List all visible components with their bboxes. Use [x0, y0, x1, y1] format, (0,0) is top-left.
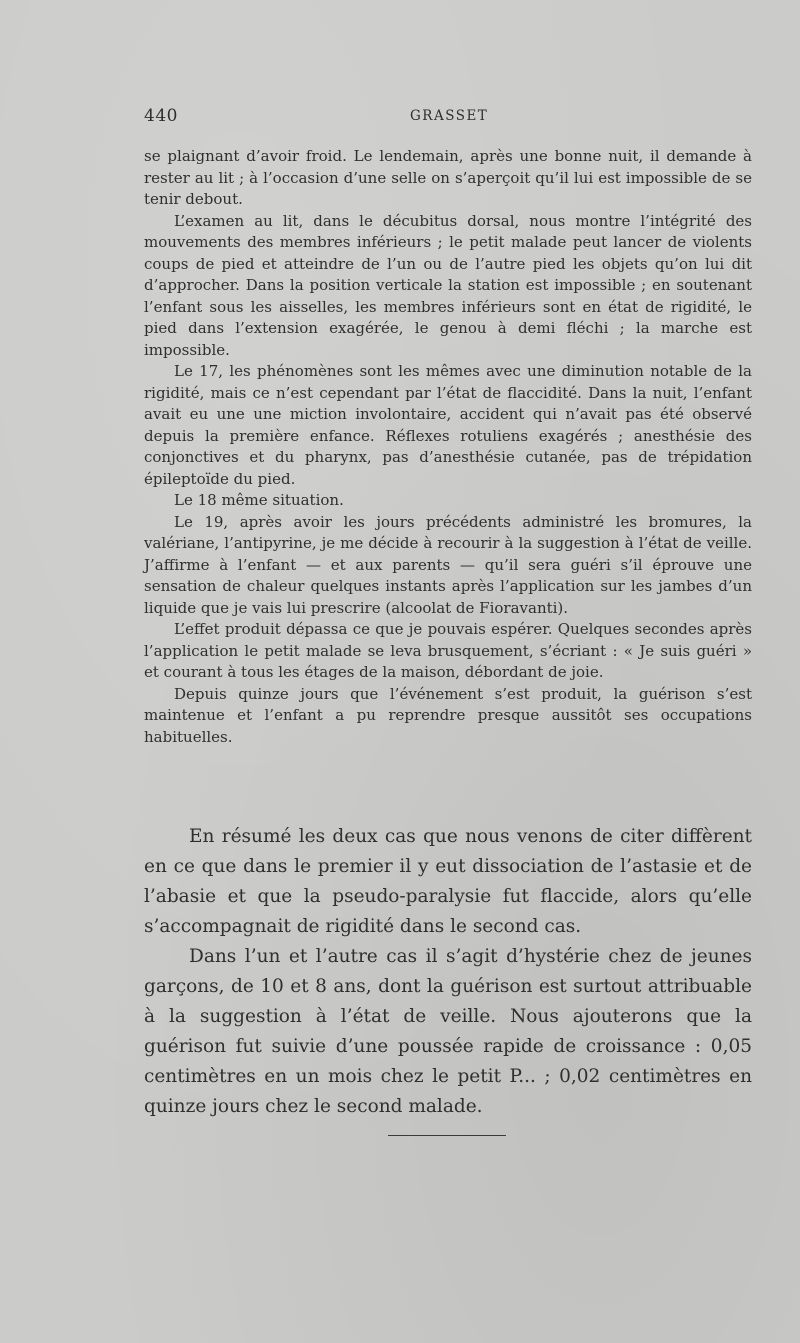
- section-end-rule: [388, 1135, 506, 1136]
- case-paragraph: L’effet produit dépassa ce que je pouvais espérer. Quelques secondes après l’application le petit malade se leva brusquement, s’écriant : « Je suis guéri » et courant à tous les étages de la maison, débordant de joie.: [144, 620, 752, 681]
- case-paragraph: Le 18 même situation.: [174, 491, 344, 509]
- case-paragraph: L’examen au lit, dans le décubitus dorsal, nous montre l’intégrité des mouvements des membres inférieurs ; le petit malade peut lancer de violents coups de pied et atteindre de l’un ou de l’autre pied les objets qu’on lui dit d’approcher. Dans la position verticale la station est impossible ; en soutenant l’enfant sous les aisselles, les membres inférieurs sont en état de rigidité, le pied dans l’extension exagérée, le genou à demi fléchi ; la marche est impossible.: [144, 211, 752, 359]
- summary-text: [144, 822, 752, 1122]
- page-header: [144, 106, 744, 128]
- summary-paragraph: En résumé les deux cas que nous venons de citer diffèrent en ce que dans le premier il y eut dissociation de l’astasie et de l’abasie et que la pseudo-paralysie fut flaccide, alors qu’elle s’accompagnait de rigidité dans le second cas.: [144, 826, 752, 937]
- page-number: 440: [144, 106, 178, 126]
- case-paragraph: Depuis quinze jours que l’événement s’est produit, la guérison s’est maintenue et l’enfant a pu reprendre presque aussitôt ses occupations habituelles.: [144, 684, 752, 746]
- running-title: GRASSET: [410, 108, 489, 124]
- case-report-text: [144, 146, 752, 748]
- case-paragraph: se plaignant d’avoir froid. Le lendemain, après une bonne nuit, il demande à rester au lit ; à l’occasion d’une selle on s’aperçoit qu’il lui est impossible de se tenir debout.: [144, 147, 752, 208]
- case-paragraph: Le 19, après avoir les jours précédents administré les bromures, la valériane, l’antipyrine, je me décide à recourir à la suggestion à l’état de veille. J’affirme à l’enfant — et aux parents — qu’il sera guéri s’il éprouve une sensation de chaleur quelques instants après l’application sur les jambes d’un liquide que je vais lui prescrire (alcoolat de Fioravanti).: [144, 512, 752, 617]
- summary-paragraph: Dans l’un et l’autre cas il s’agit d’hystérie chez de jeunes garçons, de 10 et 8 ans, dont la guérison est surtout attribuable à la suggestion à l’état de veille. Nous ajouterons que la guérison fut suivie d’une poussée rapide de croissance : 0,05 centimètres en un mois chez le petit P... ; 0,02 centimètres en quinze jours chez le second malade.: [144, 946, 752, 1117]
- case-paragraph: Le 17, les phénomènes sont les mêmes avec une diminution notable de la rigidité, mais ce n’est cependant par l’état de flaccidité. Dans la nuit, l’enfant avait eu une une miction involontaire, accident qui n’avait pas été observé depuis la première enfance. Réflexes rotuliens exagérés ; anesthésie des conjonctives et du pharynx, pas d’anesthésie cutanée, pas de trépidation épileptoïde du pied.: [144, 362, 752, 488]
